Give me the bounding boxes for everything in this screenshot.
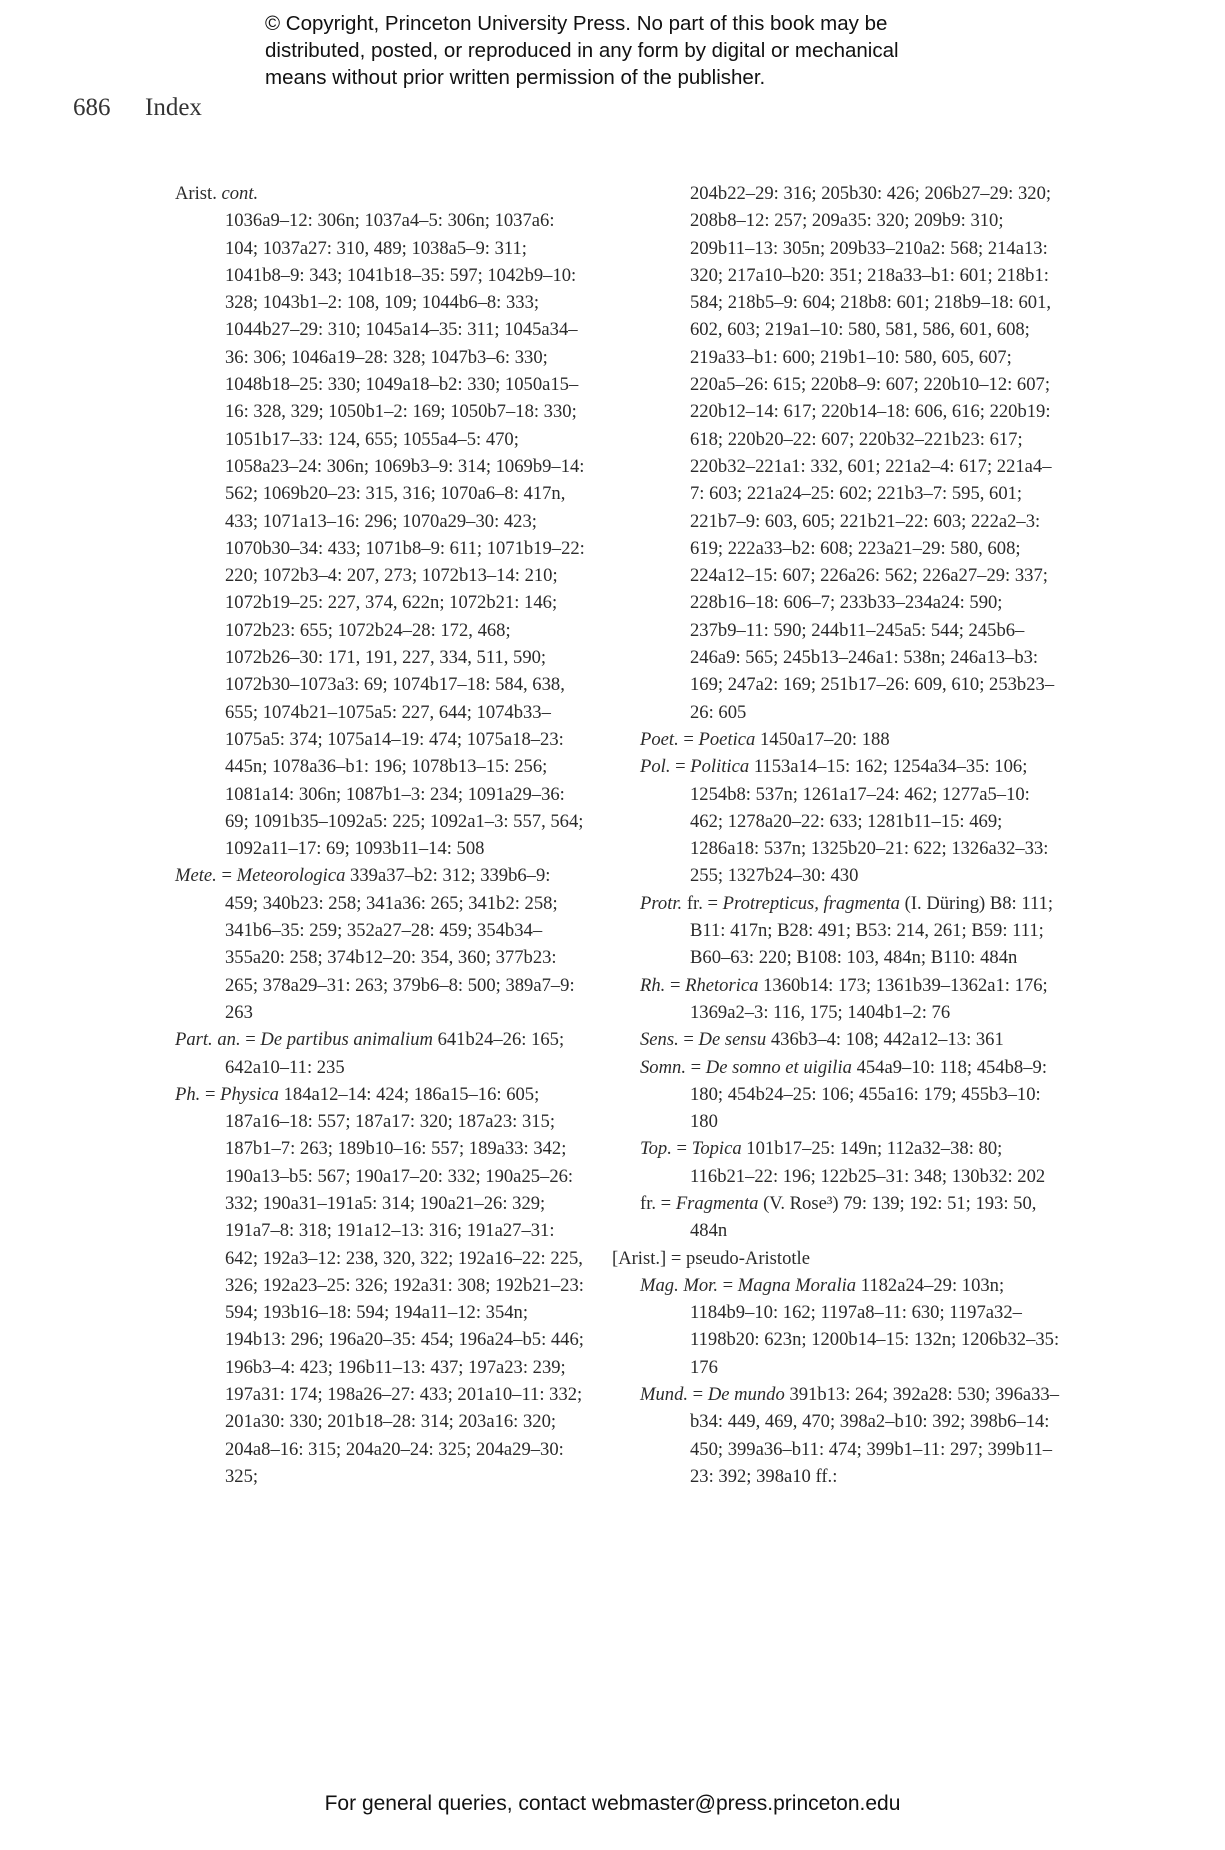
index-entry-sens: Sens. = De sensu 436b3–4: 108; 442a12–13: 361	[640, 1029, 1004, 1051]
page-number: 686	[73, 94, 111, 121]
index-entry-somn: Somn. = De somno et uigilia 454a9–10: 118; 454b8–9: 180; 454b24–25: 106; 455a16: 179; 455b3–10: 180	[640, 1056, 1047, 1133]
index-entry-mund: Mund. = De mundo 391b13: 264; 392a28: 530; 396a33–b34: 449, 469, 470; 398a2–b10: 392; 398b6–14: 450; 399a36–b11: 474; 399b1–11: 297; 399b11–23: 392; 398a10 ff.:	[640, 1384, 1060, 1487]
entry-refs: 1036a9–12: 306n; 1037a4–5: 306n; 1037a6: 104; 1037a27: 310, 489; 1038a5–9: 311; 1041b8–9: 343; 1041b18–35: 597; 1042b9–10: 328; 1043b1–2: 108, 109; 1044b6–8: 333; 1044b27–29: 310; 1045a14–35: 311; 1045a34–36: 306; 1046a19–28: 328; 1047b3–6: 330; 1048b18–25: 330; 1049a18–b2: 330; 1050a15–16: 328, 329; 1050b1–2: 169; 1050b7–18: 330; 1051b17–33: 124, 655; 1055a4–5: 470; 1058a23–24: 306n; 1069b3–9: 314; 1069b9–14: 562; 1069b20–23: 315, 316; 1070a6–8: 417n, 433; 1071a13–16: 296; 1070a29–30: 423; 1070b30–34: 433; 1071b8–9: 611; 1071b19–22: 220; 1072b3–4: 207, 273; 1072b13–14: 210; 1072b19–25: 227, 374, 622n; 1072b21: 146; 1072b23: 655; 1072b24–28: 172, 468; 1072b26–30: 171, 191, 227, 334, 511, 590; 1072b30–1073a3: 69; 1074b17–18: 584, 638, 655; 1074b21–1075a5: 227, 644; 1074b33–1075a5: 374; 1075a14–19: 474; 1075a18–23: 445n; 1078a36–b1: 196; 1078b13–15: 256; 1081a14: 306n; 1087b1–3: 234; 1091a29–36: 69; 1091b35–1092a5: 225; 1092a1–3: 557, 564; 1092a11–17: 69; 1093b11–14: 508	[225, 210, 585, 860]
copyright-line: © Copyright, Princeton University Press. No part of this book may be	[265, 12, 888, 35]
footer-contact: For general queries, contact webmaster@press.princeton.edu	[324, 1792, 901, 1815]
entry-head: Arist.	[175, 183, 217, 204]
index-entry-pol: Pol. = Politica 1153a14–15: 162; 1254a34–35: 106; 1254b8: 537n; 1261a17–24: 462; 1277a5–10: 462; 1278a20–22: 633; 1281b11–15: 469; 1286a18: 537n; 1325b20–21: 622; 1326a32–33: 255; 1327b24–30: 430	[640, 756, 1049, 887]
index-entry-fr: fr. = Fragmenta (V. Rose³) 79: 139; 192: 51; 193: 50, 484n	[640, 1192, 1037, 1242]
entry-refs: 204b22–29: 316; 205b30: 426; 206b27–29: 320; 208b8–12: 257; 209a35: 320; 209b9: 310; 209b11–13: 305n; 209b33–210a2: 568; 214a13: 320; 217a10–b20: 351; 218a33–b1: 601; 218b1: 584; 218b5–9: 604; 218b8: 601; 218b9–18: 601, 602, 603; 219a1–10: 580, 581, 586, 601, 608; 219a33–b1: 600; 219b1–10: 580, 605, 607; 220a5–26: 615; 220b8–9: 607; 220b10–12: 607; 220b12–14: 617; 220b14–18: 606, 616; 220b19: 618; 220b20–22: 607; 220b32–221b23: 617; 220b32–221a1: 332, 601; 221a2–4: 617; 221a4–7: 603; 221a24–25: 602; 221b3–7: 595, 601; 221b7–9: 603, 605; 221b21–22: 603; 222a2–3: 619; 222a33–b2: 608; 223a21–29: 580, 608; 224a12–15: 607; 226a26: 562; 226a27–29: 337; 228b16–18: 606–7; 233b33–234a24: 590; 237b9–11: 590; 244b11–245a5: 544; 245b6–246a9: 565; 245b13–246a1: 538n; 246a13–b3: 169; 247a2: 169; 251b17–26: 609, 610; 253b23–26: 605	[690, 183, 1055, 723]
copyright-line: means without prior written permission of the publisher.	[265, 66, 766, 89]
index-entry-mag-mor: Mag. Mor. = Magna Moralia 1182a24–29: 103n; 1184b9–10: 162; 1197a8–11: 630; 1197a32–1198b20: 623n; 1200b14–15: 132n; 1206b32–35: 176	[640, 1274, 1060, 1378]
running-head	[73, 94, 202, 122]
index-entry-pseudo-aristotle: [Arist.] = pseudo-Aristotle	[612, 1247, 810, 1269]
running-title: Index	[145, 94, 202, 121]
right-column	[612, 180, 1062, 1490]
index-entry-protr: Protr. fr. = Protrepticus, fragmenta (I. Düring) B8: 111; B11: 417n; B28: 491; B53: 214, 261; B59: 111; B60–63: 220; B108: 103, 484n; B110: 484n	[640, 892, 1054, 969]
index-entry-poet: Poet. = Poetica 1450a17–20: 188	[640, 728, 890, 750]
index-entry-mete: Mete. = Meteorologica 339a37–b2: 312; 339b6–9: 459; 340b23: 258; 341a36: 265; 341b2: 258; 341b6–35: 259; 352a27–28: 459; 354b34–355a20: 258; 374b12–20: 354, 360; 377b23: 265; 378a29–31: 263; 379b6–8: 500; 389a7–9: 263	[175, 865, 575, 1023]
copyright-notice	[265, 10, 1025, 91]
cont-label: cont.	[221, 183, 259, 204]
left-column	[175, 180, 585, 1490]
index-entry-top: Top. = Topica 101b17–25: 149n; 112a32–38: 80; 116b21–22: 196; 122b25–31: 348; 130b32: 202	[640, 1138, 1046, 1187]
index-entry-ph: Ph. = Physica 184a12–14: 424; 186a15–16: 605; 187a16–18: 557; 187a17: 320; 187a23: 315; 187b1–7: 263; 189b10–16: 557; 189a33: 342; 190a13–b5: 567; 190a17–20: 332; 190a25–26: 332; 190a31–191a5: 314; 190a21–26: 329; 191a7–8: 318; 191a12–13: 316; 191a27–31: 642; 192a3–12: 238, 320, 322; 192a16–22: 225, 326; 192a23–25: 326; 192a31: 308; 192b21–23: 594; 193b16–18: 594; 194a11–12: 354n; 194b13: 296; 196a20–35: 454; 196a24–b5: 446; 196b3–4: 423; 196b11–13: 437; 197a23: 239; 197a31: 174; 198a26–27: 433; 201a10–11: 332; 201a30: 330; 201b18–28: 314; 203a16: 320; 204a8–16: 315; 204a20–24: 325; 204a29–30: 325;	[175, 1083, 584, 1487]
index-entry	[175, 180, 585, 207]
copyright-line: distributed, posted, or reproduced in any form by digital or mechanical	[265, 39, 899, 62]
index-entry-rh: Rh. = Rhetorica 1360b14: 173; 1361b39–1362a1: 176; 1369a2–3: 116, 175; 1404b1–2: 76	[640, 974, 1048, 1023]
index-entry-part-an: Part. an. = De partibus animalium 641b24–26: 165; 642a10–11: 235	[175, 1029, 565, 1078]
